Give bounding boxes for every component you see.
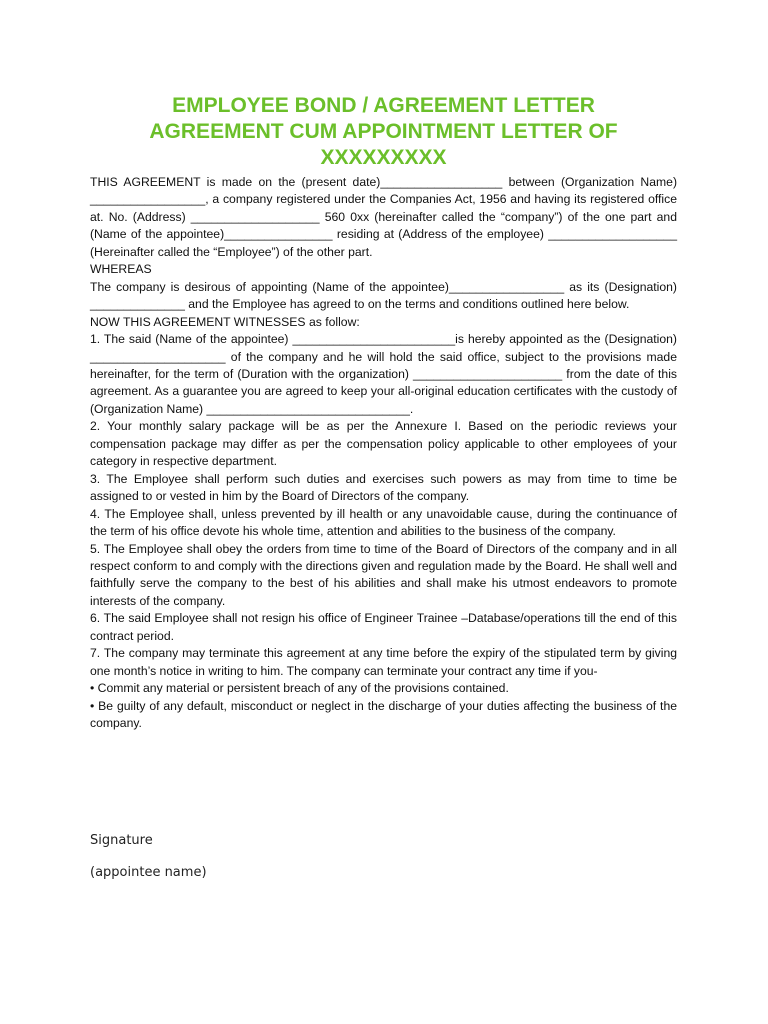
clause-1: 1. The said (Name of the appointee) ________________________is hereby appointed as the (Designation) ____________________ of the company and he will hold the said office, subject to the provisions made hereinafter, for the term of (Duration with the organization) ______________________ from the date of this agreement. As a guarantee you are agreed to keep your all-original education certificates with the custody of (Organization Name) ______________________________. (90, 332, 677, 416)
appointee-name-label: (appointee name) (90, 865, 207, 880)
agreement-body (90, 174, 677, 733)
clause-4: 4. The Employee shall, unless prevented by ill health or any unavoidable cause, during the continuance of the term of his office devote his whole time, attention and abilities to the business of the company. (90, 506, 677, 539)
clause-7: 7. The company may terminate this agreement at any time before the expiry of the stipulated term by giving one month’s notice in writing to him. The company can terminate your contract any time if you- (90, 646, 677, 678)
paragraph-preamble: THIS AGREEMENT is made on the (present date)__________________ between (Organization Name) _________________, a company registered under the Companies Act, 1956 and having its registered office at. No. (Address) ___________________ 560 0xx (hereinafter called the “company”) of the one part and (Name of the appointee)________________ residing at (Address of the employee) ___________________ (Hereinafter called the “Employee”) of the other part. (90, 175, 677, 259)
title-line-2: AGREEMENT CUM APPOINTMENT LETTER OF (149, 120, 618, 143)
paragraph-witnesses: NOW THIS AGREEMENT WITNESSES as follow: (90, 314, 360, 329)
clause-5: 5. The Employee shall obey the orders from time to time of the Board of Directors of the company and in all respect conform to and comply with the directions given and regulation made by the Board. He shall well and faithfully serve the company to the best of his abilities and shall make his utmost endeavors to promote interests of the company. (90, 541, 677, 608)
clause-2: 2. Your monthly salary package will be as per the Annexure I. Based on the periodic reviews your compensation package may differ as per the compensation policy applicable to other employees of your category in respective department. (90, 419, 677, 469)
bullet-breach: • Commit any material or persistent breach of any of the provisions contained. (90, 681, 509, 696)
document-title (90, 93, 677, 171)
document-page (90, 93, 677, 733)
title-line-3: XXXXXXXXX (320, 146, 447, 169)
paragraph-whereas: WHEREAS (90, 262, 152, 277)
paragraph-desirous: The company is desirous of appointing (Name of the appointee)_________________ as its (Designation) ______________ and the Employee has agreed to on the terms and conditions outlined here below. (90, 279, 677, 312)
bullet-misconduct: • Be guilty of any default, misconduct or neglect in the discharge of your duties affecting the business of the company. (90, 698, 677, 731)
signature-label: Signature (90, 833, 153, 848)
title-line-1: EMPLOYEE BOND / AGREEMENT LETTER (172, 94, 595, 117)
clause-3: 3. The Employee shall perform such duties and exercises such powers as may from time to time be assigned to or vested in him by the Board of Directors of the company. (90, 471, 677, 504)
clause-6: 6. The said Employee shall not resign his office of Engineer Trainee –Database/operations till the end of this contract period. (90, 611, 677, 643)
